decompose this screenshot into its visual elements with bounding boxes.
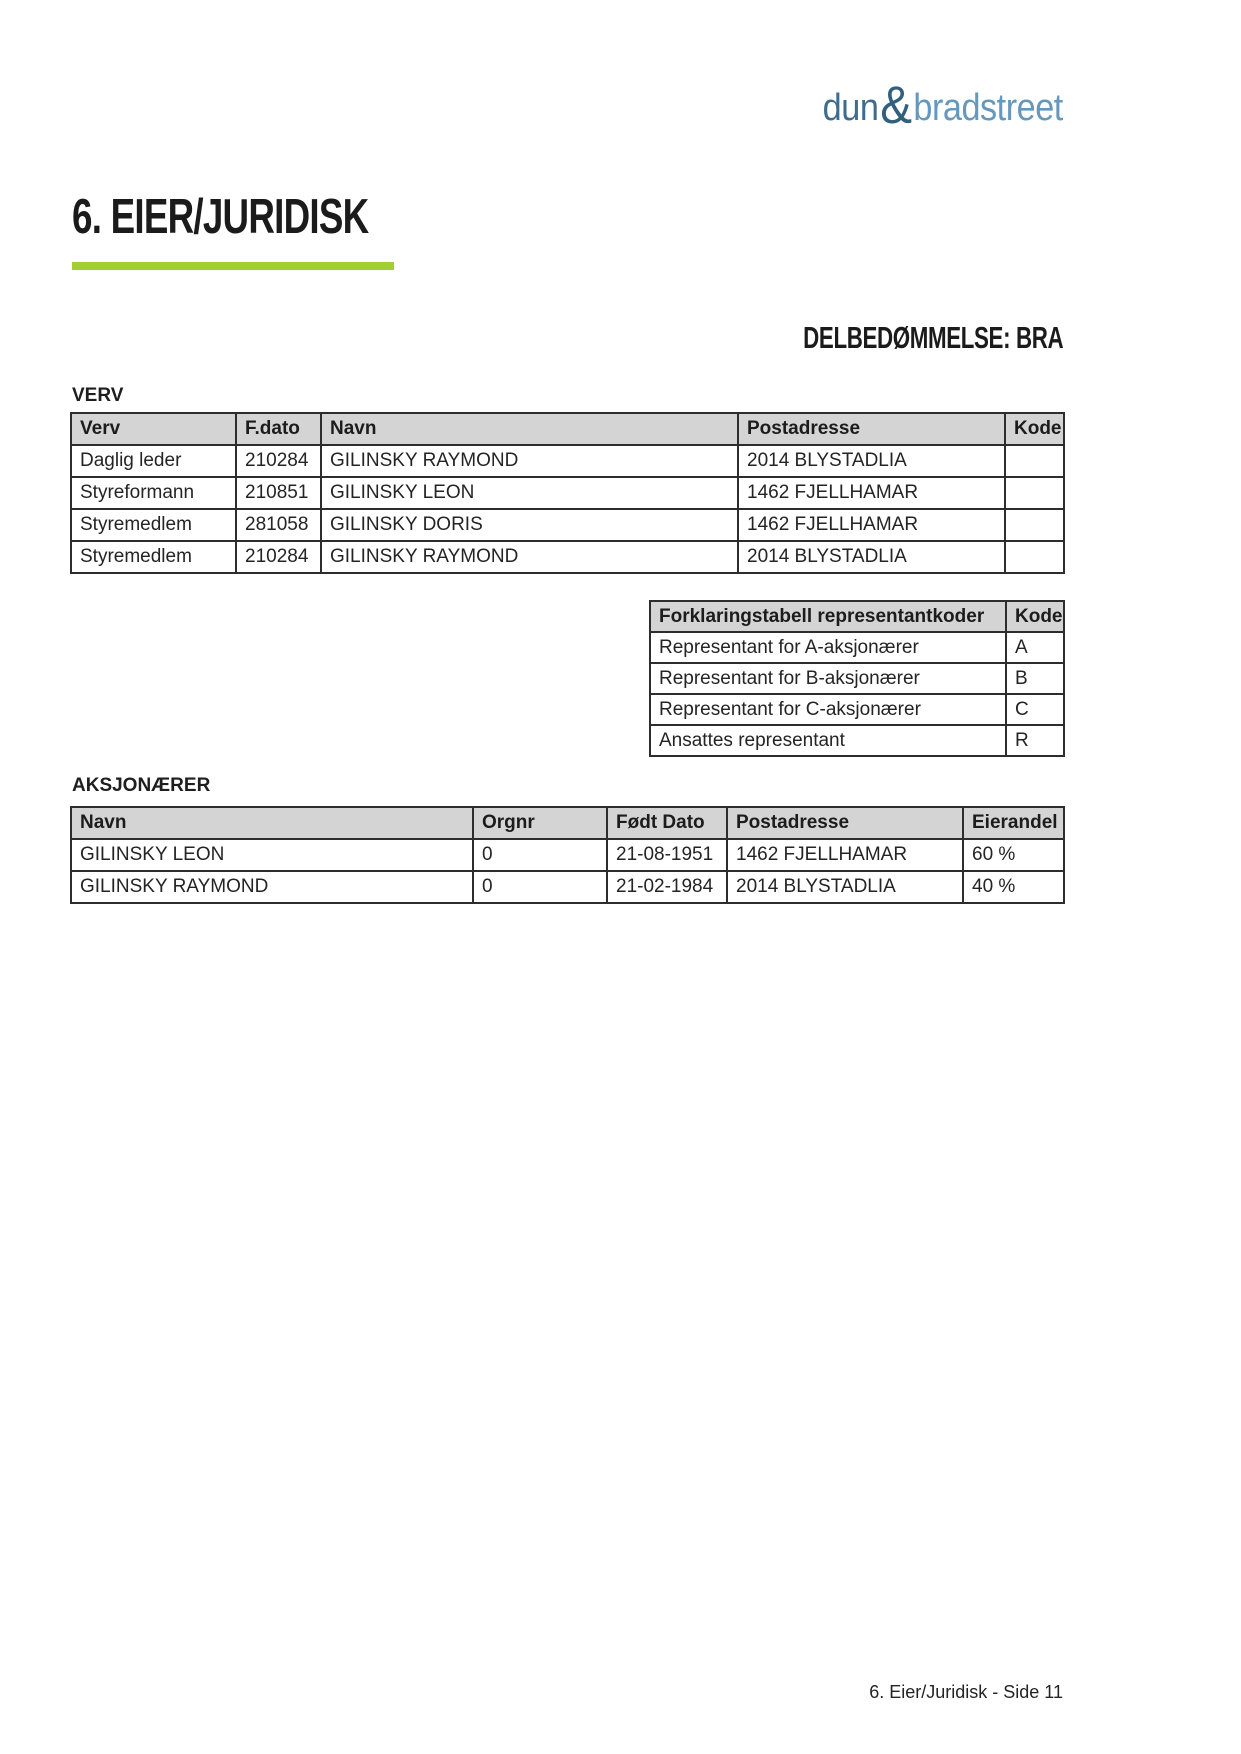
table-cell: Styremedlem — [71, 509, 236, 541]
table-cell: GILINSKY RAYMOND — [321, 445, 738, 477]
table-cell: Ansattes representant — [650, 725, 1006, 756]
table-cell — [1005, 541, 1064, 573]
logo-text-bradstreet: bradstreet — [913, 87, 1063, 129]
table-cell — [1005, 445, 1064, 477]
table-cell: 21-08-1951 — [607, 839, 727, 871]
table-cell: 60 % — [963, 839, 1064, 871]
table-cell: 0 — [473, 839, 607, 871]
table-cell: 1462 FJELLHAMAR — [727, 839, 963, 871]
column-header: Kode — [1005, 413, 1064, 445]
logo-text-dun: dun — [822, 87, 879, 129]
column-header: F.dato — [236, 413, 321, 445]
table-cell: 1462 FJELLHAMAR — [738, 509, 1005, 541]
table-cell: GILINSKY DORIS — [321, 509, 738, 541]
column-header: Eierandel — [963, 807, 1064, 839]
table-header-row — [650, 601, 1064, 632]
verv-section-label: VERV — [72, 385, 124, 406]
table-cell: 2014 BLYSTADLIA — [738, 445, 1005, 477]
aksjonaerer-section-label: AKSJONÆRER — [72, 775, 211, 796]
table-cell: 1462 FJELLHAMAR — [738, 477, 1005, 509]
table-row — [650, 694, 1064, 725]
table-cell: 2014 BLYSTADLIA — [738, 541, 1005, 573]
table-header-row — [71, 413, 1064, 445]
table-row — [650, 632, 1064, 663]
table-cell: Representant for B-aksjonærer — [650, 663, 1006, 694]
table-cell: 21-02-1984 — [607, 871, 727, 903]
table-cell: Styremedlem — [71, 541, 236, 573]
table-cell — [1005, 477, 1064, 509]
table-cell: GILINSKY LEON — [71, 839, 473, 871]
table-cell: Representant for A-aksjonærer — [650, 632, 1006, 663]
table-header-row — [71, 807, 1064, 839]
assessment-text: DELBEDØMMELSE: BRA — [802, 320, 1063, 355]
column-header: Postadresse — [727, 807, 963, 839]
table-cell: R — [1006, 725, 1064, 756]
table-cell: 2014 BLYSTADLIA — [727, 871, 963, 903]
page-footer: 6. Eier/Juridisk - Side 11 — [869, 1682, 1063, 1702]
table-cell: C — [1006, 694, 1064, 725]
table-cell — [1005, 509, 1064, 541]
column-header: Navn — [71, 807, 473, 839]
table-row — [71, 477, 1064, 509]
table-cell: A — [1006, 632, 1064, 663]
table-cell: 210851 — [236, 477, 321, 509]
table-row — [650, 725, 1064, 756]
table-cell: 210284 — [236, 445, 321, 477]
column-header: Kode — [1006, 601, 1064, 632]
accent-underline — [72, 262, 394, 270]
table-cell: Daglig leder — [71, 445, 236, 477]
table-row — [71, 509, 1064, 541]
table-cell: 0 — [473, 871, 607, 903]
table-cell: B — [1006, 663, 1064, 694]
column-header: Født Dato — [607, 807, 727, 839]
table-row — [71, 541, 1064, 573]
logo-ampersand-icon: & — [880, 76, 912, 135]
table-row — [71, 445, 1064, 477]
table-cell: 281058 — [236, 509, 321, 541]
page-title: 6. EIER/JURIDISK — [72, 190, 369, 244]
table-cell: GILINSKY LEON — [321, 477, 738, 509]
table-row — [71, 871, 1064, 903]
table-cell: GILINSKY RAYMOND — [71, 871, 473, 903]
table-cell: Representant for C-aksjonærer — [650, 694, 1006, 725]
table-cell: GILINSKY RAYMOND — [321, 541, 738, 573]
column-header: Orgnr — [473, 807, 607, 839]
column-header: Forklaringstabell representantkoder — [650, 601, 1006, 632]
column-header: Postadresse — [738, 413, 1005, 445]
table-row — [71, 839, 1064, 871]
verv-table — [70, 412, 1065, 574]
table-row — [650, 663, 1064, 694]
table-cell: 40 % — [963, 871, 1064, 903]
column-header: Navn — [321, 413, 738, 445]
table-cell: Styreformann — [71, 477, 236, 509]
table-cell: 210284 — [236, 541, 321, 573]
representative-codes-table — [649, 600, 1065, 757]
column-header: Verv — [71, 413, 236, 445]
dun-bradstreet-logo — [822, 76, 1063, 135]
aksjonaerer-table — [70, 806, 1065, 904]
